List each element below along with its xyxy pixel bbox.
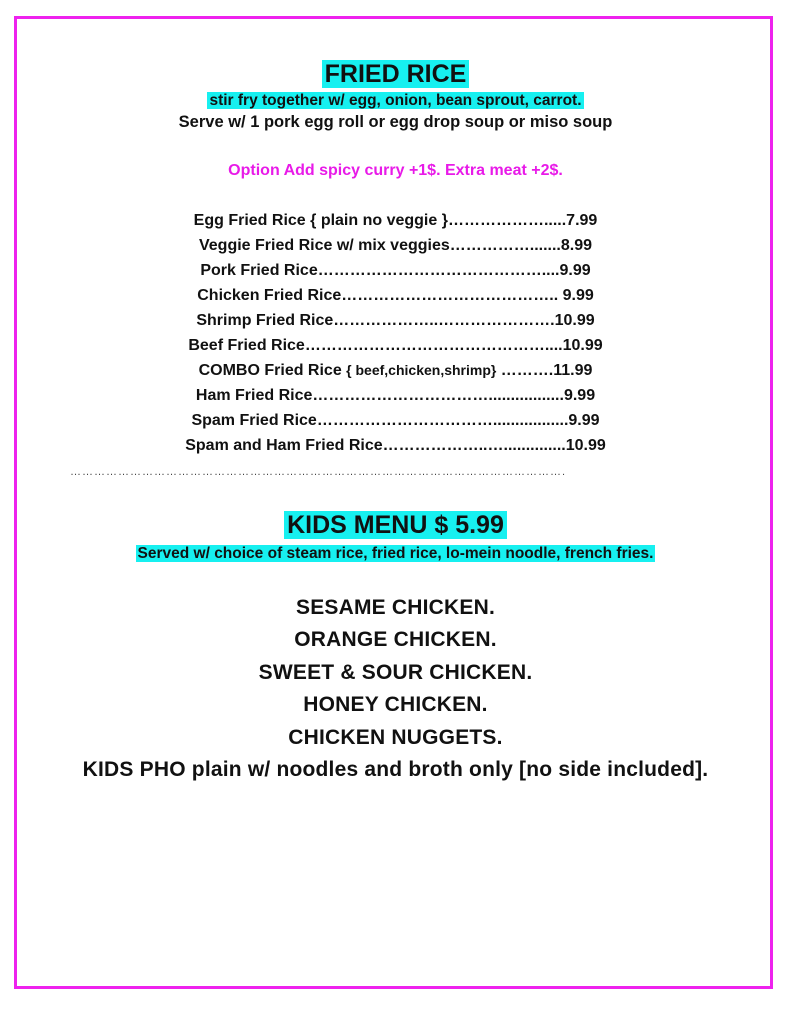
kids-menu-subtitle: Served w/ choice of steam rice, fried rice, lo-mein noodle, french fries. <box>137 545 654 562</box>
menu-item: Pork Fried Rice……………………………………....9.99 <box>200 262 591 279</box>
kids-menu-item: KIDS PHO plain w/ noodles and broth only [no side included]. <box>82 758 709 781</box>
fried-rice-title: FRIED RICE <box>322 60 470 88</box>
menu-item: Spam and Ham Fried Rice………………..…..............10.99 <box>185 437 606 454</box>
menu-item-price: ……….11.99 <box>496 362 593 379</box>
kids-menu-header <box>0 511 791 540</box>
kids-menu-item: CHICKEN NUGGETS. <box>288 726 503 749</box>
menu-item: Beef Fried Rice………………………………………....10.99 <box>188 337 603 354</box>
menu-item-detail: { beef,chicken,shrimp} <box>346 362 497 378</box>
menu-item: Spam Fried Rice…………………………….................9.99 <box>191 412 600 429</box>
menu-item <box>0 362 791 380</box>
kids-menu-subtitle-row <box>0 545 791 563</box>
kids-menu-item: SWEET & SOUR CHICKEN. <box>258 661 533 684</box>
fried-rice-option-note: Option Add spicy curry +1$. Extra meat +2$. <box>228 162 563 179</box>
kids-menu-item: SESAME CHICKEN. <box>295 596 496 619</box>
menu-item-name: COMBO Fried Rice <box>198 362 347 379</box>
menu-item: Shrimp Fried Rice………………..………………….10.99 <box>196 312 595 329</box>
fried-rice-subtitle: stir fry together w/ egg, onion, bean sprout, carrot. <box>209 92 582 109</box>
menu-item: Veggie Fried Rice w/ mix veggies…………….......8.99 <box>198 237 593 254</box>
fried-rice-header <box>0 60 791 89</box>
menu-item: Ham Fried Rice…………………………….................9.99 <box>195 387 596 404</box>
fried-rice-subtitle-row <box>0 92 791 110</box>
menu-item: Egg Fried Rice { plain no veggie }……………….....7.99 <box>193 212 598 229</box>
menu-item: Chicken Fried Rice………………………………….. 9.99 <box>197 287 594 304</box>
kids-menu-item: HONEY CHICKEN. <box>303 693 488 716</box>
fried-rice-serve-note: Serve w/ 1 pork egg roll or egg drop soup or miso soup <box>178 113 613 131</box>
kids-menu-title: KIDS MENU $ 5.99 <box>284 511 507 539</box>
section-divider: ……………………………………………………………………………………………………………. <box>70 466 567 478</box>
kids-menu-item: ORANGE CHICKEN. <box>294 628 497 651</box>
